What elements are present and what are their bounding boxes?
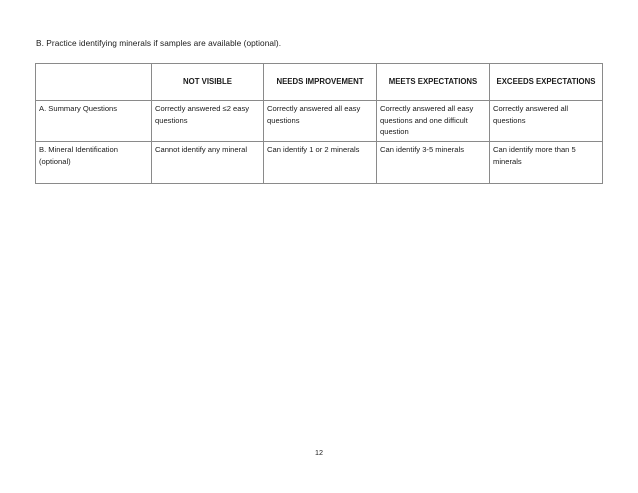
header-exceeds-expectations: EXCEEDS EXPECTATIONS (490, 64, 603, 101)
intro-text: B. Practice identifying minerals if samples are available (optional). (36, 38, 282, 48)
table-cell: Can identify more than 5 minerals (490, 142, 603, 184)
table-cell: Correctly answered all easy questions (264, 101, 377, 142)
table-cell: Correctly answered all questions (490, 101, 603, 142)
header-meets-expectations: MEETS EXPECTATIONS (377, 64, 490, 101)
table-cell: Can identify 3-5 minerals (377, 142, 490, 184)
header-criterion (36, 64, 152, 101)
rubric-table (35, 63, 603, 184)
table-cell: Cannot identify any mineral (152, 142, 264, 184)
page-number: 12 (315, 448, 323, 457)
table-cell: Can identify 1 or 2 minerals (264, 142, 377, 184)
header-not-visible: NOT VISIBLE (152, 64, 264, 101)
criterion-cell: A. Summary Questions (36, 101, 152, 142)
header-needs-improvement: NEEDS IMPROVEMENT (264, 64, 377, 101)
table-row (36, 142, 603, 184)
table-cell: Correctly answered ≤2 easy questions (152, 101, 264, 142)
table-cell: Correctly answered all easy questions and one difficult question (377, 101, 490, 142)
header-row (36, 64, 603, 101)
table-row (36, 101, 603, 142)
criterion-cell: B. Mineral Identification (optional) (36, 142, 152, 184)
